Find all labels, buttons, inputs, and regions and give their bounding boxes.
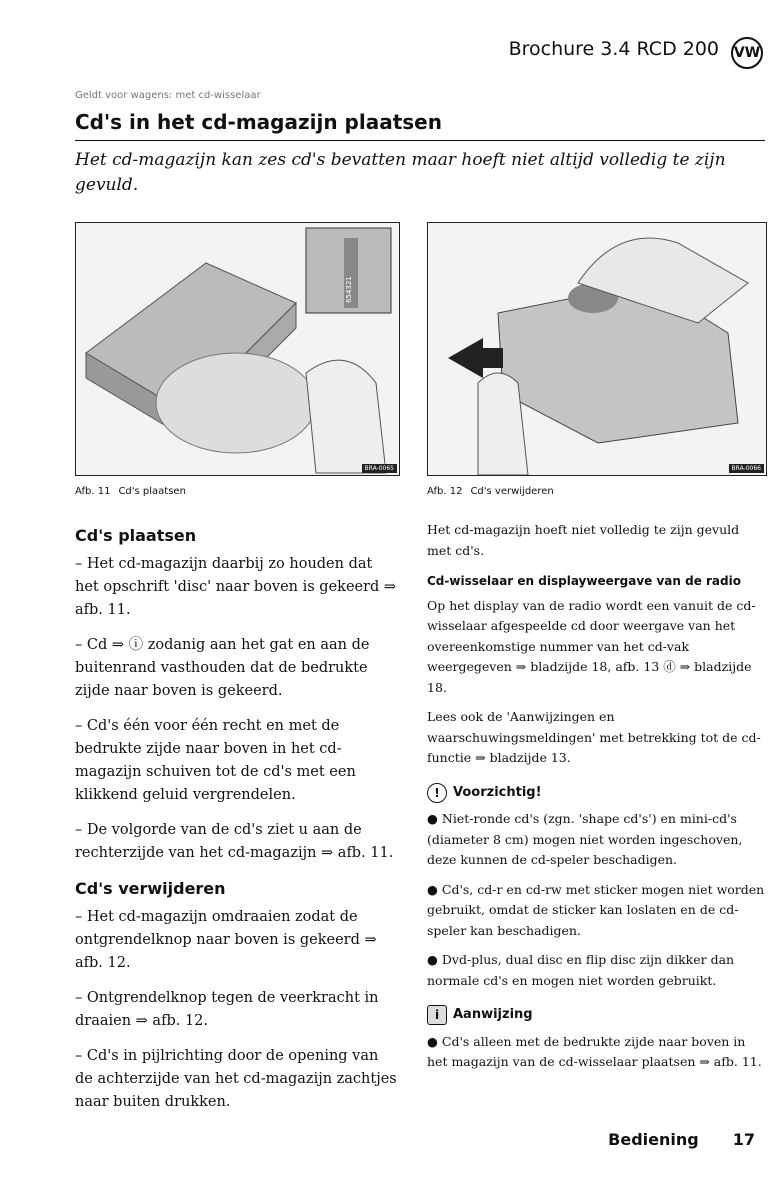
caution-icon: ! <box>427 783 447 803</box>
caution-item: ● Dvd-plus, dual disc en flip disc zijn dikker dan normale cd's en mogen niet worden gebruikt. <box>427 952 735 988</box>
paragraph: Op het display van de radio wordt een vanuit de cd-wisselaar afgespeelde cd door weergave van het overeenkomstige nummer van het cd-vak weergegeven ⇒ bladzijde 18, afb. 13 ⓓ ⇒ bladzijde 18. <box>427 597 756 695</box>
header-title: Brochure 3.4 RCD 200 <box>508 38 719 60</box>
step: – De volgorde van de cd's ziet u aan de rechterzijde van het cd-magazijn ⇒ afb. 11. <box>75 822 394 861</box>
note-item: ● Cd's alleen met de bedrukte zijde naar boven in het magazijn van de cd-wisselaar plaatsen ⇒ afb. 11. <box>427 1033 762 1069</box>
caution-heading <box>427 783 767 804</box>
caption-text: Cd's plaatsen <box>118 486 186 497</box>
step: – Ontgrendelknop tegen de veerkracht in draaien ⇒ afb. 12. <box>75 990 379 1029</box>
subheading: Cd-wisselaar en displayweergave van de radio <box>427 574 741 588</box>
figure-12-image <box>427 222 767 476</box>
step: – Cd's één voor één recht en met de bedrukte zijde naar boven in het cd-magazijn schuiven tot de cd's met een klikkend geluid vergrendelen. <box>75 718 356 803</box>
step: – Het cd-magazijn daarbij zo houden dat het opschrift 'disc' naar boven is gekeerd ⇒ afb. 11. <box>75 556 397 618</box>
page-footer <box>608 1130 755 1149</box>
caution-item: ● Cd's, cd-r en cd-rw met sticker mogen niet worden gebruikt, omdat de sticker kan loslaten en de cd-speler kan beschadigen. <box>427 881 765 938</box>
caption-text: Cd's verwijderen <box>470 486 554 497</box>
title-rule <box>75 140 765 141</box>
figure-code: BRA-0066 <box>729 464 764 473</box>
section-heading: Cd's verwijderen <box>75 879 226 898</box>
paragraph: Lees ook de 'Aanwijzingen en waarschuwingsmeldingen' met betrekking tot de cd-functie ⇒ bladzijde 13. <box>427 709 761 765</box>
page-title: Cd's in het cd-magazijn plaatsen <box>75 110 442 134</box>
caution-item: ● Niet-ronde cd's (zgn. 'shape cd's') en mini-cd's (diameter 8 cm) mogen niet worden ingeschoven, deze kunnen de cd-speler beschadigen. <box>427 811 743 867</box>
intro-text: Het cd-magazijn kan zes cd's bevatten maar hoeft niet altijd volledig te zijn gevuld. <box>75 150 726 195</box>
vw-logo: VW <box>731 37 763 69</box>
footer-section: Bediening <box>608 1130 699 1149</box>
step: – Cd's in pijlrichting door de opening van de achterzijde van het cd-magazijn zachtjes naar buiten drukken. <box>75 1048 397 1110</box>
slot-labels: 654321 <box>345 276 353 303</box>
figure-code: BRA-0065 <box>362 464 397 473</box>
right-column <box>427 520 767 1082</box>
page-number: 17 <box>732 1130 755 1149</box>
figure-number: Afb. 11 <box>75 486 111 497</box>
section-heading: Cd's plaatsen <box>75 526 197 545</box>
note-title: Aanwijzing <box>453 1007 533 1022</box>
figure-11-image <box>75 222 400 476</box>
left-column <box>75 520 398 1126</box>
figure-12-caption <box>427 486 554 497</box>
step: – Het cd-magazijn omdraaien zodat de ontgrendelknop naar boven is gekeerd ⇒ afb. 12. <box>75 909 377 971</box>
figure-11-caption <box>75 486 186 497</box>
info-icon: i <box>427 1005 447 1025</box>
note-heading <box>427 1005 767 1026</box>
applies-to: Geldt voor wagens: met cd-wisselaar <box>75 90 261 101</box>
figure-number: Afb. 12 <box>427 486 463 497</box>
step: – Cd ⇒ ⓘ zodanig aan het gat en aan de buitenrand vasthouden dat de bedrukte zijde naar boven is gekeerd. <box>75 637 370 699</box>
caution-title: Voorzichtig! <box>453 784 542 800</box>
paragraph: Het cd-magazijn hoeft niet volledig te zijn gevuld met cd's. <box>427 522 740 558</box>
